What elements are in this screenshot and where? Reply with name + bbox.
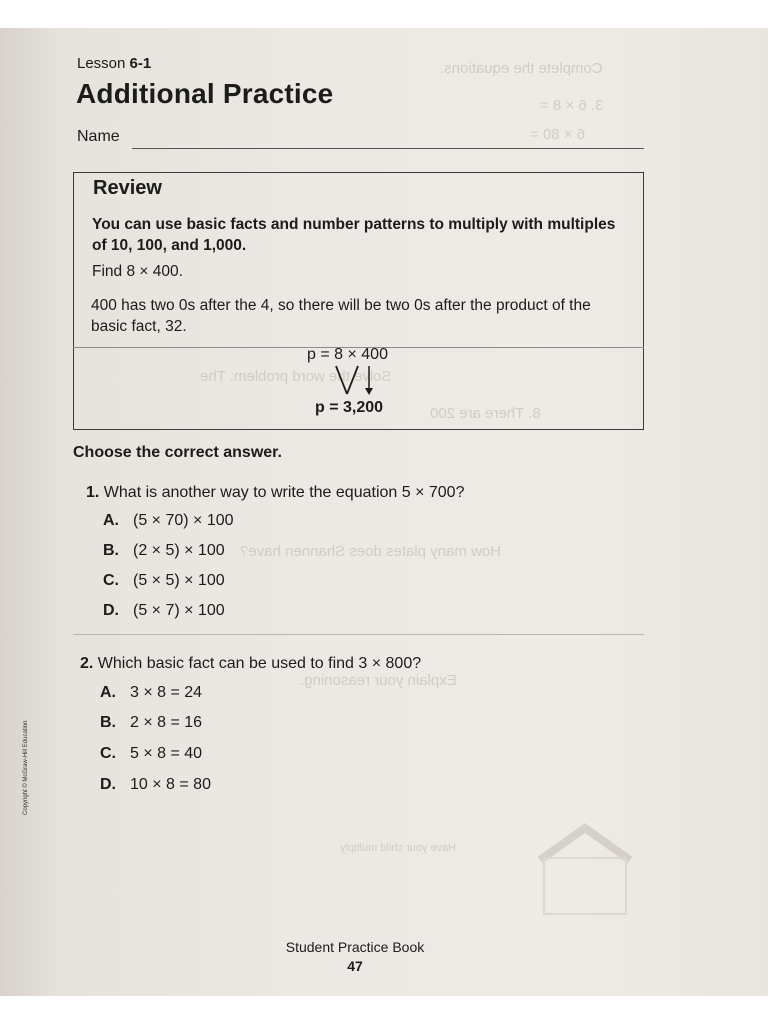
option-text: (5 × 7) × 100 [133,602,225,619]
split-arrows-icon [330,364,400,398]
bleed-through-text: 3. 6 × 8 = [540,97,604,114]
question-text: Which basic fact can be used to find 3 × 800? [97,655,422,672]
question-number: 1. [86,484,100,501]
answer-option-1a[interactable] [103,512,234,530]
bleed-through-text: Complete the equations. [440,60,603,77]
bottom-background [0,996,768,1024]
review-equation: p = 8 × 400 [307,346,388,363]
question-1 [86,484,464,502]
option-letter: A. [100,684,116,701]
bleed-through-text: How many plates does Shannen have? [240,543,502,560]
answer-option-2b[interactable] [100,714,202,732]
name-label: Name [77,128,120,145]
copyright-notice: Copyright © McGraw-Hill Education [23,720,29,815]
question-text: What is another way to write the equation 5 × 700? [103,484,465,501]
lesson-prefix: Lesson [77,55,126,72]
answer-option-1b[interactable] [103,542,225,560]
answer-option-1c[interactable] [103,572,225,590]
answer-option-2a[interactable] [100,684,202,702]
option-text: (5 × 70) × 100 [133,512,234,529]
answer-option-2d[interactable] [100,776,211,794]
option-text: (2 × 5) × 100 [133,542,225,559]
option-letter: D. [100,776,116,793]
option-letter: C. [100,745,116,762]
review-intro: You can use basic facts and number patterns to multiply with multiples of 10, 100, and 1,000. [92,216,616,254]
top-background [0,0,768,28]
answer-option-1d[interactable] [103,602,225,620]
option-letter: B. [100,714,116,731]
option-text: 2 × 8 = 16 [130,714,203,731]
page-number: 47 [347,958,363,974]
bleed-through-text: Explain your reasoning. [300,672,457,689]
answer-option-2c[interactable] [100,745,202,763]
option-letter: D. [103,602,119,619]
bleed-through-text: Have your child multiply [340,842,457,854]
bleed-through-text: Solve the word problem. The [200,368,392,385]
option-text: 3 × 8 = 24 [130,684,203,701]
review-find: Find 8 × 400. [92,263,183,280]
lesson-label [77,55,151,72]
option-text: 5 × 8 = 40 [130,745,203,762]
instructions: Choose the correct answer. [73,444,282,461]
bleed-through-text: 6 × 80 = [530,126,586,143]
review-explanation: 400 has two 0s after the 4, so there will be two 0s after the product of the basic fact, 32. [91,297,591,335]
review-result: p = 3,200 [315,399,384,416]
option-letter: A. [103,512,119,529]
review-heading: Review [93,177,162,199]
option-letter: C. [103,572,119,589]
question-divider [73,634,644,635]
question-number: 2. [80,655,94,672]
option-text: (5 × 5) × 100 [133,572,225,589]
footer-book-title: Student Practice Book [285,939,425,955]
lesson-number: 6-1 [129,55,152,72]
page-title: Additional Practice [76,78,334,109]
question-2 [80,655,421,673]
bleed-through-text: 8. There are 200 [430,405,541,422]
name-field-line[interactable] [132,148,644,149]
option-text: 10 × 8 = 80 [130,776,211,793]
option-letter: B. [103,542,119,559]
home-activity-logo-ghost-icon [530,820,640,920]
